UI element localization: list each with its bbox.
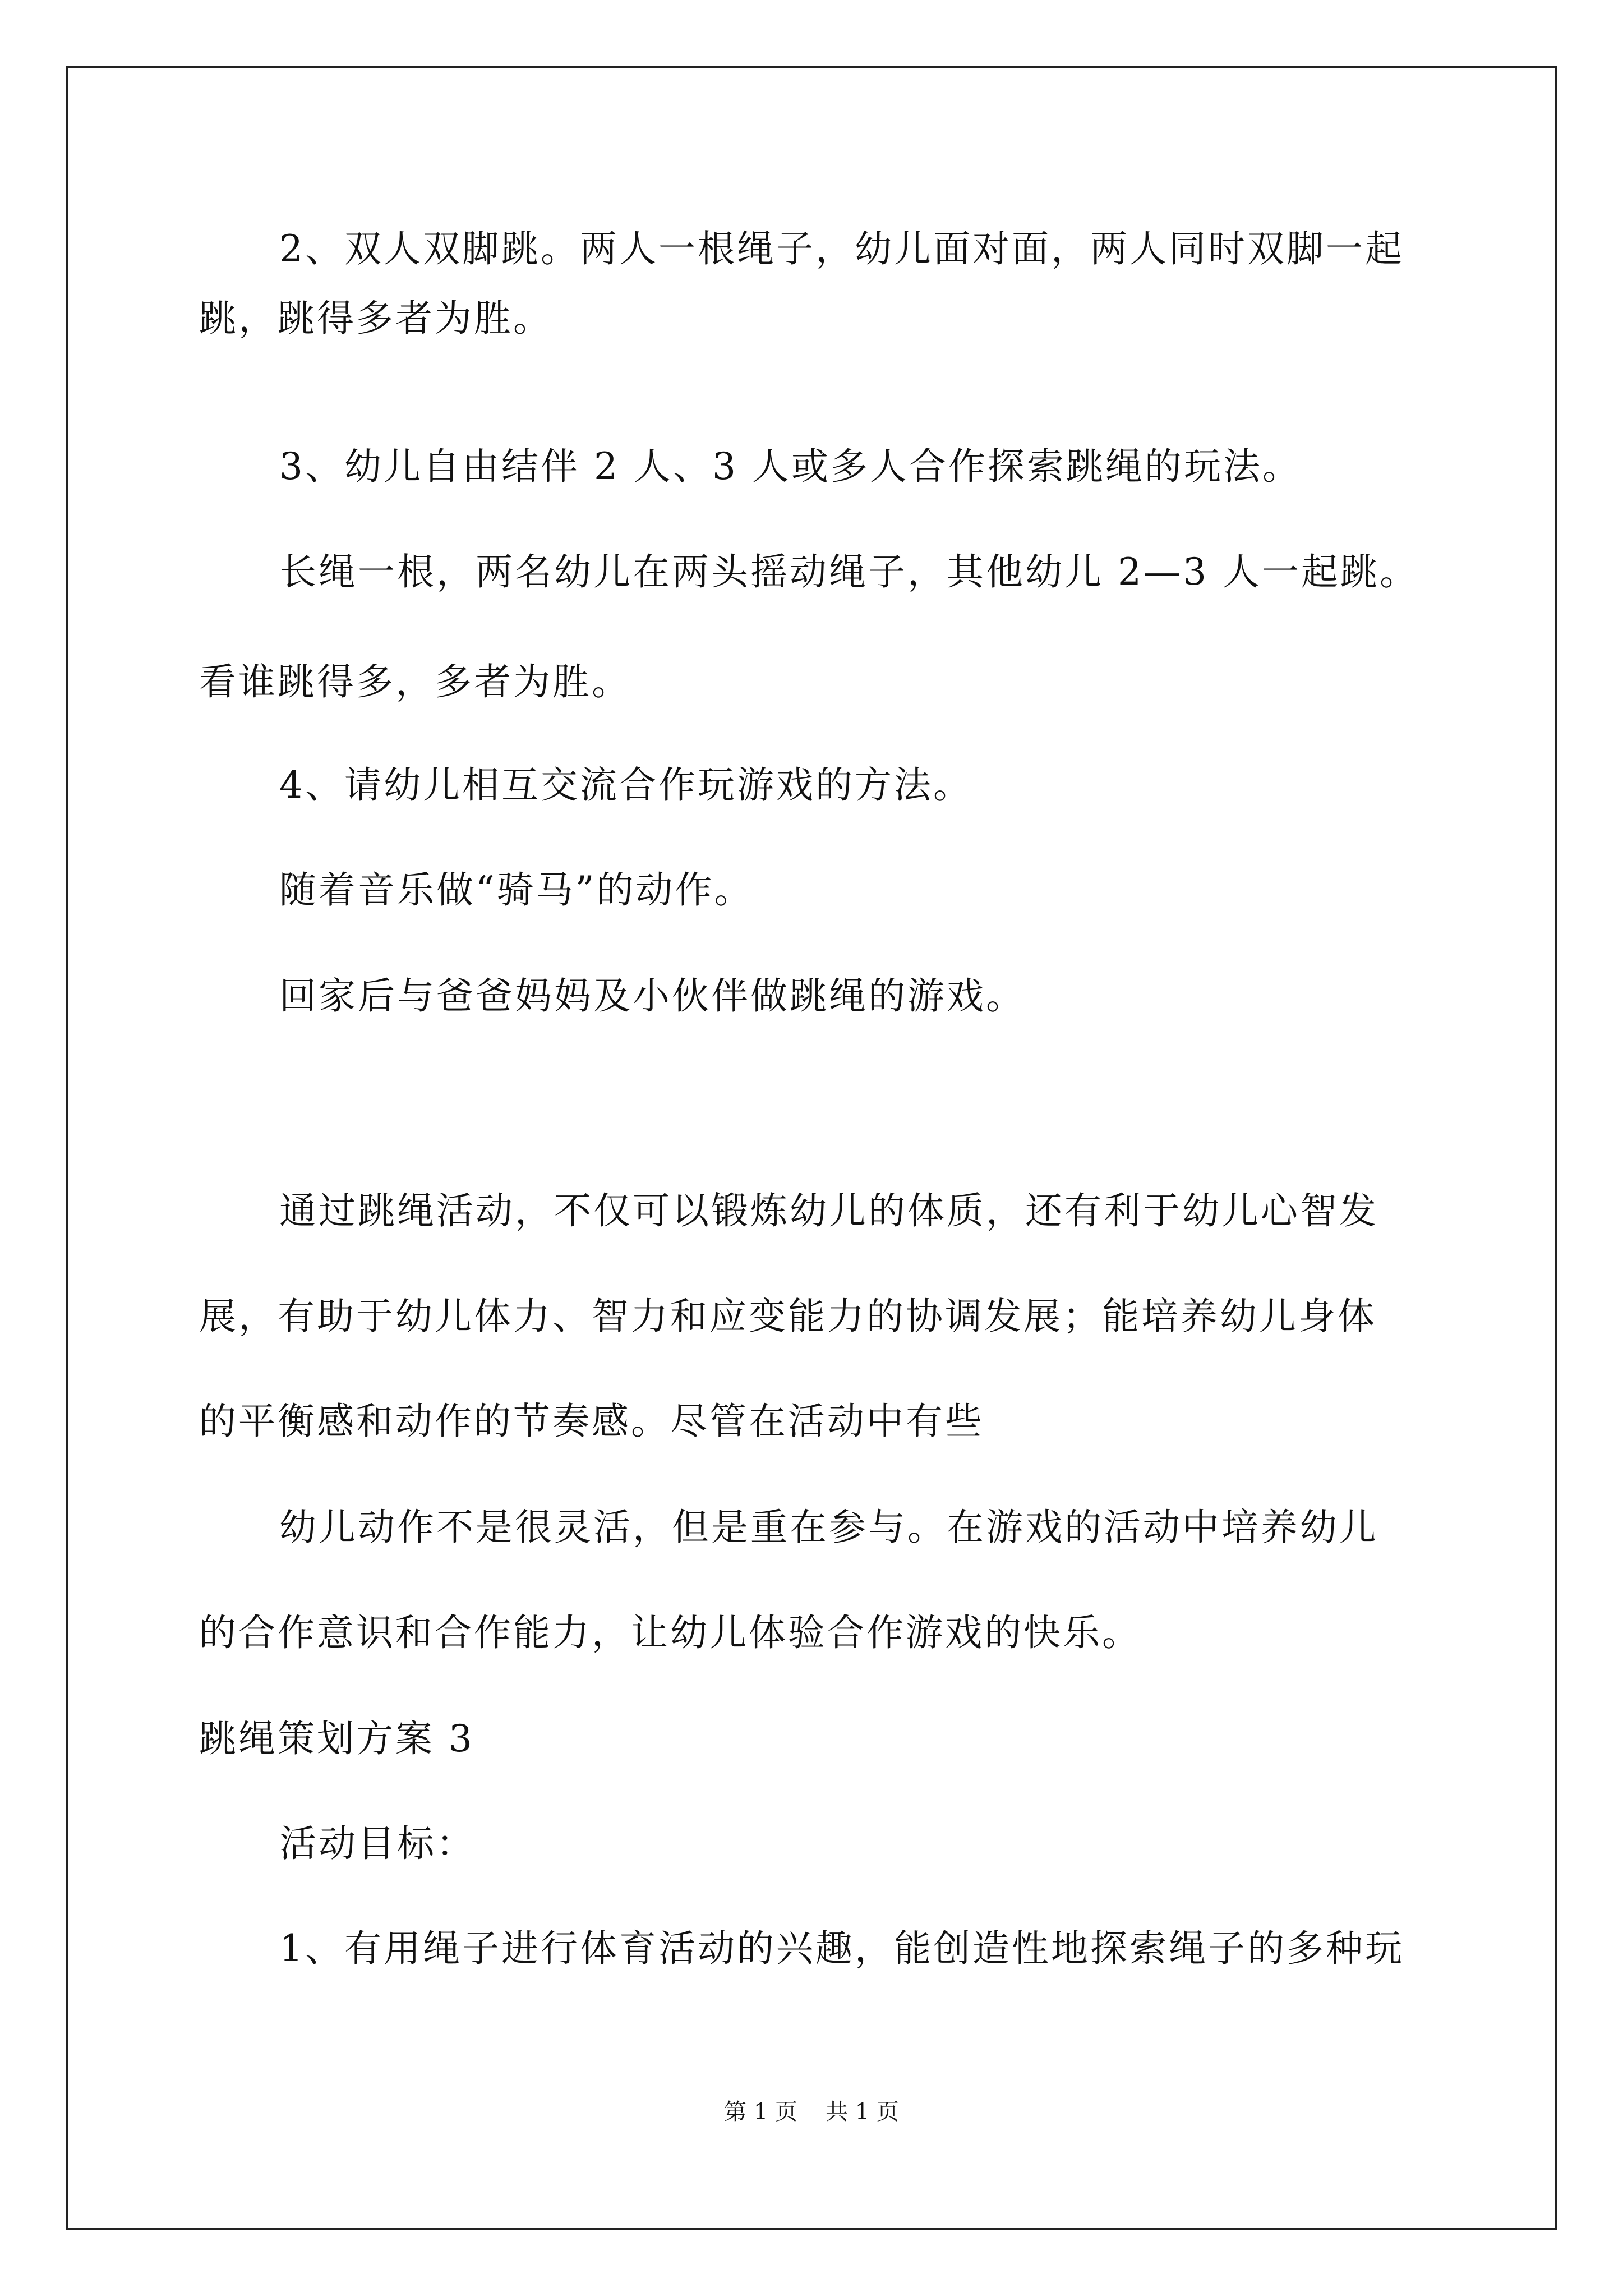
text-line: 2、双人双脚跳。两人一根绳子，幼儿面对面，两人同时双脚一起 bbox=[279, 227, 1404, 270]
text-line: 3、幼儿自由结伴 2 人、3 人或多人合作探索跳绳的玩法。 bbox=[279, 445, 1302, 488]
text-line: 展，有助于幼儿体力、智力和应变能力的协调发展；能培养幼儿身体 bbox=[199, 1295, 1377, 1338]
text-line: 看谁跳得多，多者为胜。 bbox=[199, 660, 631, 703]
text-line: 通过跳绳活动，不仅可以锻炼幼儿的体质，还有利于幼儿心智发 bbox=[279, 1189, 1378, 1232]
text-line: 跳，跳得多者为胜。 bbox=[199, 297, 552, 340]
page-border bbox=[66, 66, 1557, 2230]
text-line: 回家后与爸爸妈妈及小伙伴做跳绳的游戏。 bbox=[279, 974, 1025, 1018]
text-line: 长绳一根，两名幼儿在两头摇动绳子，其他幼儿 2—3 人一起跳。 bbox=[279, 550, 1419, 593]
page-number-total: 共 1 页 bbox=[826, 2099, 899, 2125]
text-line: 随着音乐做“骑马”的动作。 bbox=[279, 868, 754, 912]
text-line: 的合作意识和合作能力，让幼儿体验合作游戏的快乐。 bbox=[199, 1611, 1141, 1654]
text-line: 1、有用绳子进行体育活动的兴趣，能创造性地探索绳子的多种玩 bbox=[279, 1927, 1404, 1970]
text-line: 的平衡感和动作的节奏感。尽管在活动中有些 bbox=[199, 1400, 984, 1443]
text-line: 幼儿动作不是很灵活，但是重在参与。在游戏的活动中培养幼儿 bbox=[279, 1506, 1378, 1549]
page-number-current: 第 1 页 bbox=[724, 2099, 797, 2125]
section-heading: 跳绳策划方案 3 bbox=[199, 1717, 474, 1760]
page-footer bbox=[0, 2099, 1623, 2125]
text-line: 4、请幼儿相互交流合作玩游戏的方法。 bbox=[279, 763, 972, 807]
text-line: 活动目标： bbox=[279, 1822, 476, 1865]
